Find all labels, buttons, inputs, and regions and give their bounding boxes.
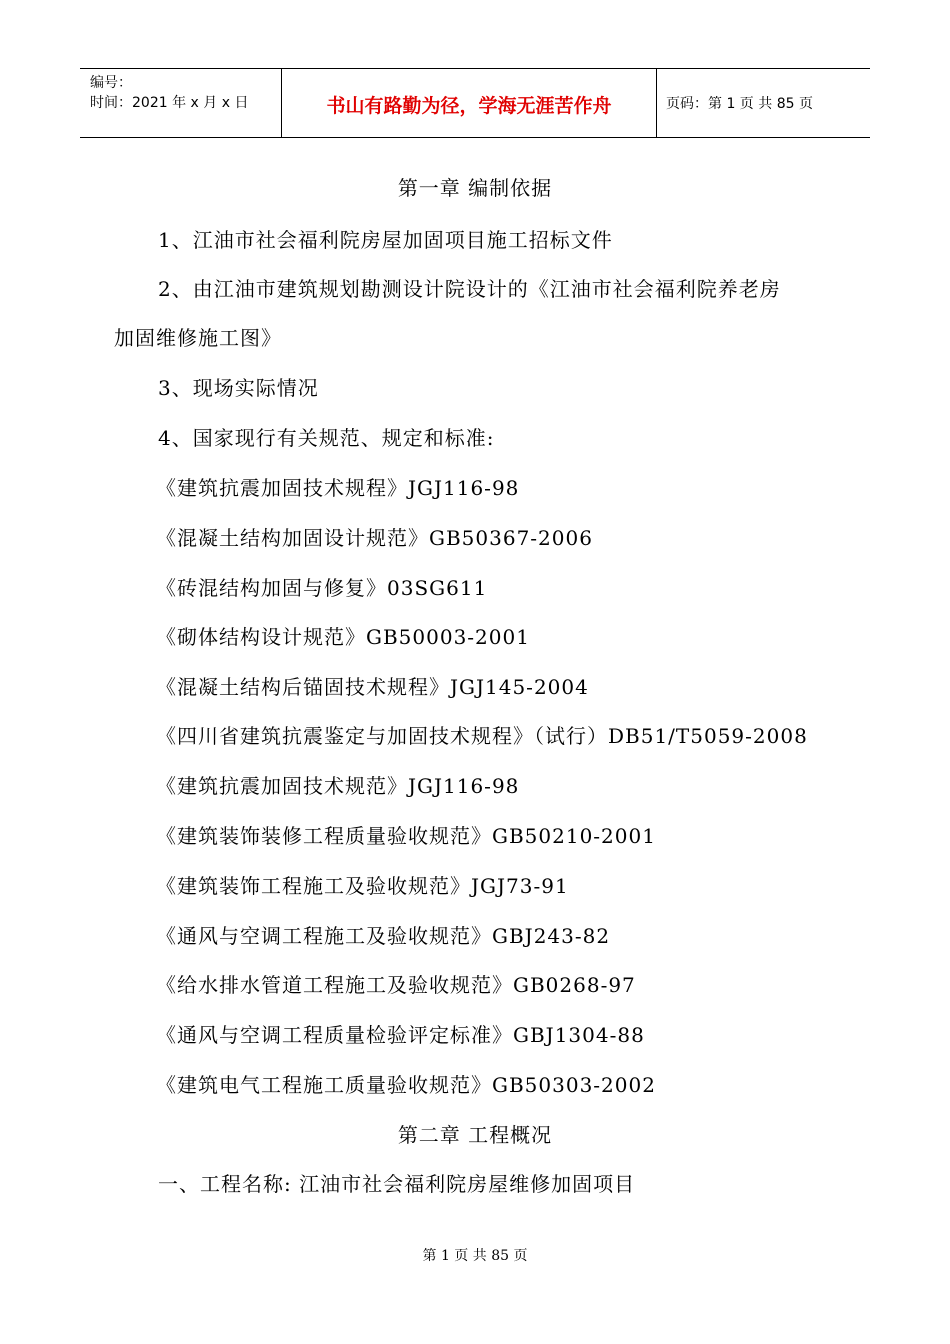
standard-item: 《建筑电气工程施工质量验收规范》GB50303-2002 [156,1073,656,1097]
standard-item: 《建筑抗震加固技术规范》JGJ116-98 [156,774,520,798]
page-footer: 第 1 页 共 85 页 [422,1248,528,1264]
chapter-title: 第一章 编制依据 [397,176,553,200]
standard-item: 《给水排水管道工程施工及验收规范》GB0268-97 [156,973,636,997]
time-label: 时间：2021 年 x 月 x 日 [90,95,249,111]
chapter-title: 第二章 工程概况 [397,1123,553,1147]
standard-item: 《建筑装饰装修工程质量验收规范》GB50210-2001 [156,824,656,848]
header-divider [656,69,657,137]
header-motto: 书山有路勤为径，学海无涯苦作舟 [326,95,612,117]
header-page-info: 页码：第 1 页 共 85 页 [666,96,813,112]
standard-item: 《通风与空调工程质量检验评定标准》GBJ1304-88 [156,1023,645,1047]
paragraph: 一、工程名称: 江油市社会福利院房屋维修加固项目 [158,1172,636,1196]
standard-item: 《砖混结构加固与修复》03SG611 [156,576,488,600]
standard-item: 《四川省建筑抗震鉴定与加固技术规程》（试行）DB51/T5059-2008 [156,724,808,748]
paragraph: 加固维修施工图》 [114,326,282,350]
header-table [80,68,870,138]
paragraph: 3、现场实际情况 [158,376,319,400]
header-left-cell [90,73,248,113]
standard-item: 《砌体结构设计规范》GB50003-2001 [156,625,530,649]
standard-item: 《建筑抗震加固技术规程》JGJ116-98 [156,476,520,500]
standard-item: 《建筑装饰工程施工及验收规范》JGJ73-91 [156,874,569,898]
number-label: 编号： [90,75,132,91]
standard-item: 《通风与空调工程施工及验收规范》GBJ243-82 [156,924,611,948]
paragraph: 4、国家现行有关规范、规定和标准: [158,426,495,450]
paragraph: 1、江油市社会福利院房屋加固项目施工招标文件 [158,228,613,252]
standard-item: 《混凝土结构加固设计规范》GB50367-2006 [156,526,593,550]
paragraph: 2、由江油市建筑规划勘测设计院设计的《江油市社会福利院养老房 [158,277,781,301]
standard-item: 《混凝土结构后锚固技术规程》JGJ145-2004 [156,675,589,699]
